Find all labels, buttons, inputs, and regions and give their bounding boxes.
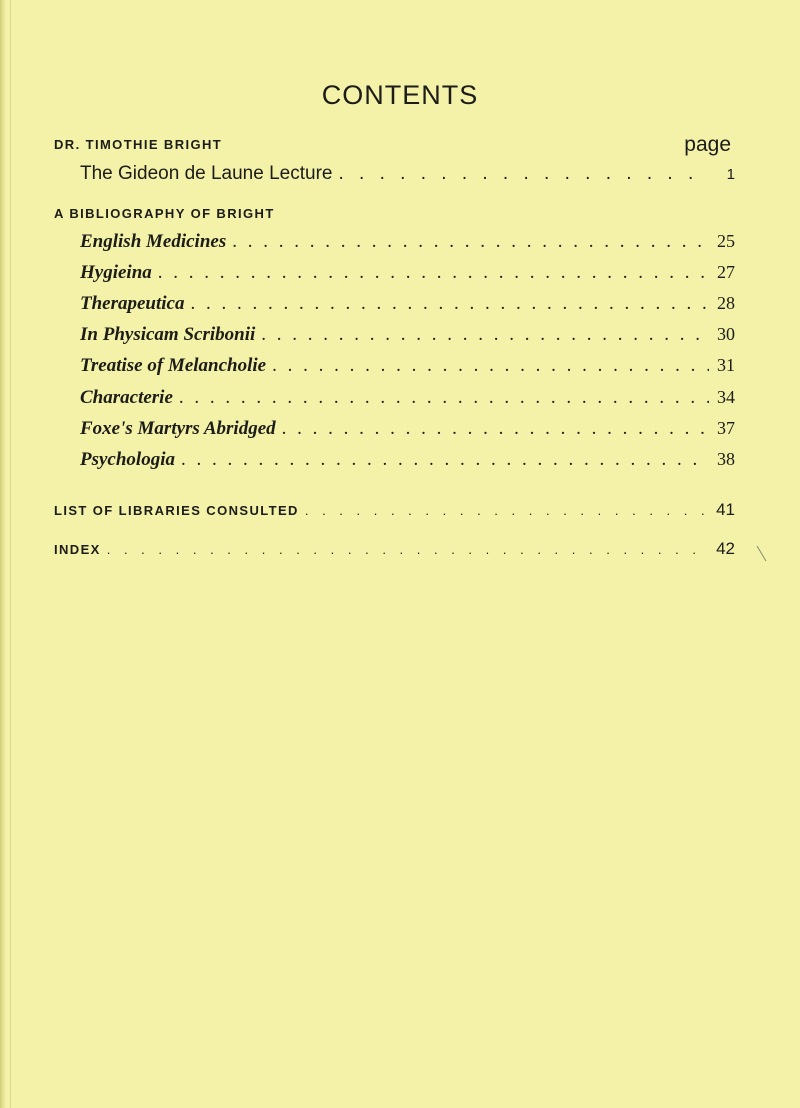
page-spine-shadow: [0, 0, 6, 1108]
toc-entry-title: INDEX: [54, 542, 101, 557]
toc-entry-title: Therapeutica: [80, 293, 185, 314]
dot-leader: [232, 231, 709, 253]
toc-entry-title: Hygieina: [80, 262, 152, 283]
toc-entry-page: 25: [717, 231, 735, 251]
dot-leader: [191, 293, 710, 315]
toc-entry-page: 38: [717, 449, 735, 469]
dot-leader: [158, 262, 709, 284]
toc-entry-title: In Physicam Scribonii: [80, 324, 256, 345]
toc-entry-in-physicam-scribonii[interactable]: [80, 324, 735, 350]
pencil-mark-icon: [755, 545, 769, 563]
toc-entry-gideon-de-laune-lecture[interactable]: [80, 163, 735, 189]
page-column-header: page: [684, 133, 731, 156]
toc-entry-title: Treatise of Melancholie: [80, 355, 267, 376]
dot-leader: [338, 163, 709, 185]
toc-entry-page: 34: [717, 387, 735, 407]
dot-leader: [272, 355, 709, 377]
toc-entry-page: 41: [716, 500, 735, 519]
page-title: CONTENTS: [321, 80, 479, 110]
dot-leader: [107, 542, 709, 557]
dot-leader: [261, 324, 709, 346]
toc-entry-page: 30: [717, 324, 735, 344]
toc-entry-title: English Medicines: [80, 231, 227, 252]
toc-entry-page: 31: [717, 355, 735, 375]
toc-entry-index[interactable]: [54, 539, 735, 565]
dot-leader: [179, 387, 709, 409]
toc-entry-list-of-libraries-consulted[interactable]: [54, 500, 735, 526]
dot-leader: [181, 449, 709, 471]
toc-entry-therapeutica[interactable]: [80, 293, 735, 319]
toc-entry-title: Foxe's Martyrs Abridged: [80, 418, 276, 439]
toc-entry-characterie[interactable]: [80, 387, 735, 413]
page-spine-line: [10, 0, 11, 1108]
toc-entry-foxes-martyrs-abridged[interactable]: [80, 418, 735, 444]
toc-entry-hygieina[interactable]: [80, 262, 735, 288]
section-heading-bibliography: A BIBLIOGRAPHY OF BRIGHT: [54, 206, 275, 221]
dot-leader: [305, 503, 709, 518]
toc-entry-page: 28: [717, 293, 735, 313]
toc-entry-english-medicines[interactable]: [80, 231, 735, 257]
toc-entry-page: 27: [717, 262, 735, 282]
toc-entry-title: LIST OF LIBRARIES CONSULTED: [54, 503, 299, 518]
toc-entry-page: 1: [726, 166, 735, 183]
toc-entry-psychologia[interactable]: [80, 449, 735, 475]
dot-leader: [282, 418, 709, 440]
toc-entry-treatise-of-melancholie[interactable]: [80, 355, 735, 381]
toc-entry-title: Characterie: [80, 387, 173, 408]
toc-entry-page: 37: [717, 418, 735, 438]
toc-entry-title: The Gideon de Laune Lecture: [80, 163, 333, 184]
section-heading-dr-timothie-bright: DR. TIMOTHIE BRIGHT: [54, 137, 223, 152]
toc-entry-title: Psychologia: [80, 449, 175, 470]
toc-entry-page: 42: [716, 539, 735, 558]
